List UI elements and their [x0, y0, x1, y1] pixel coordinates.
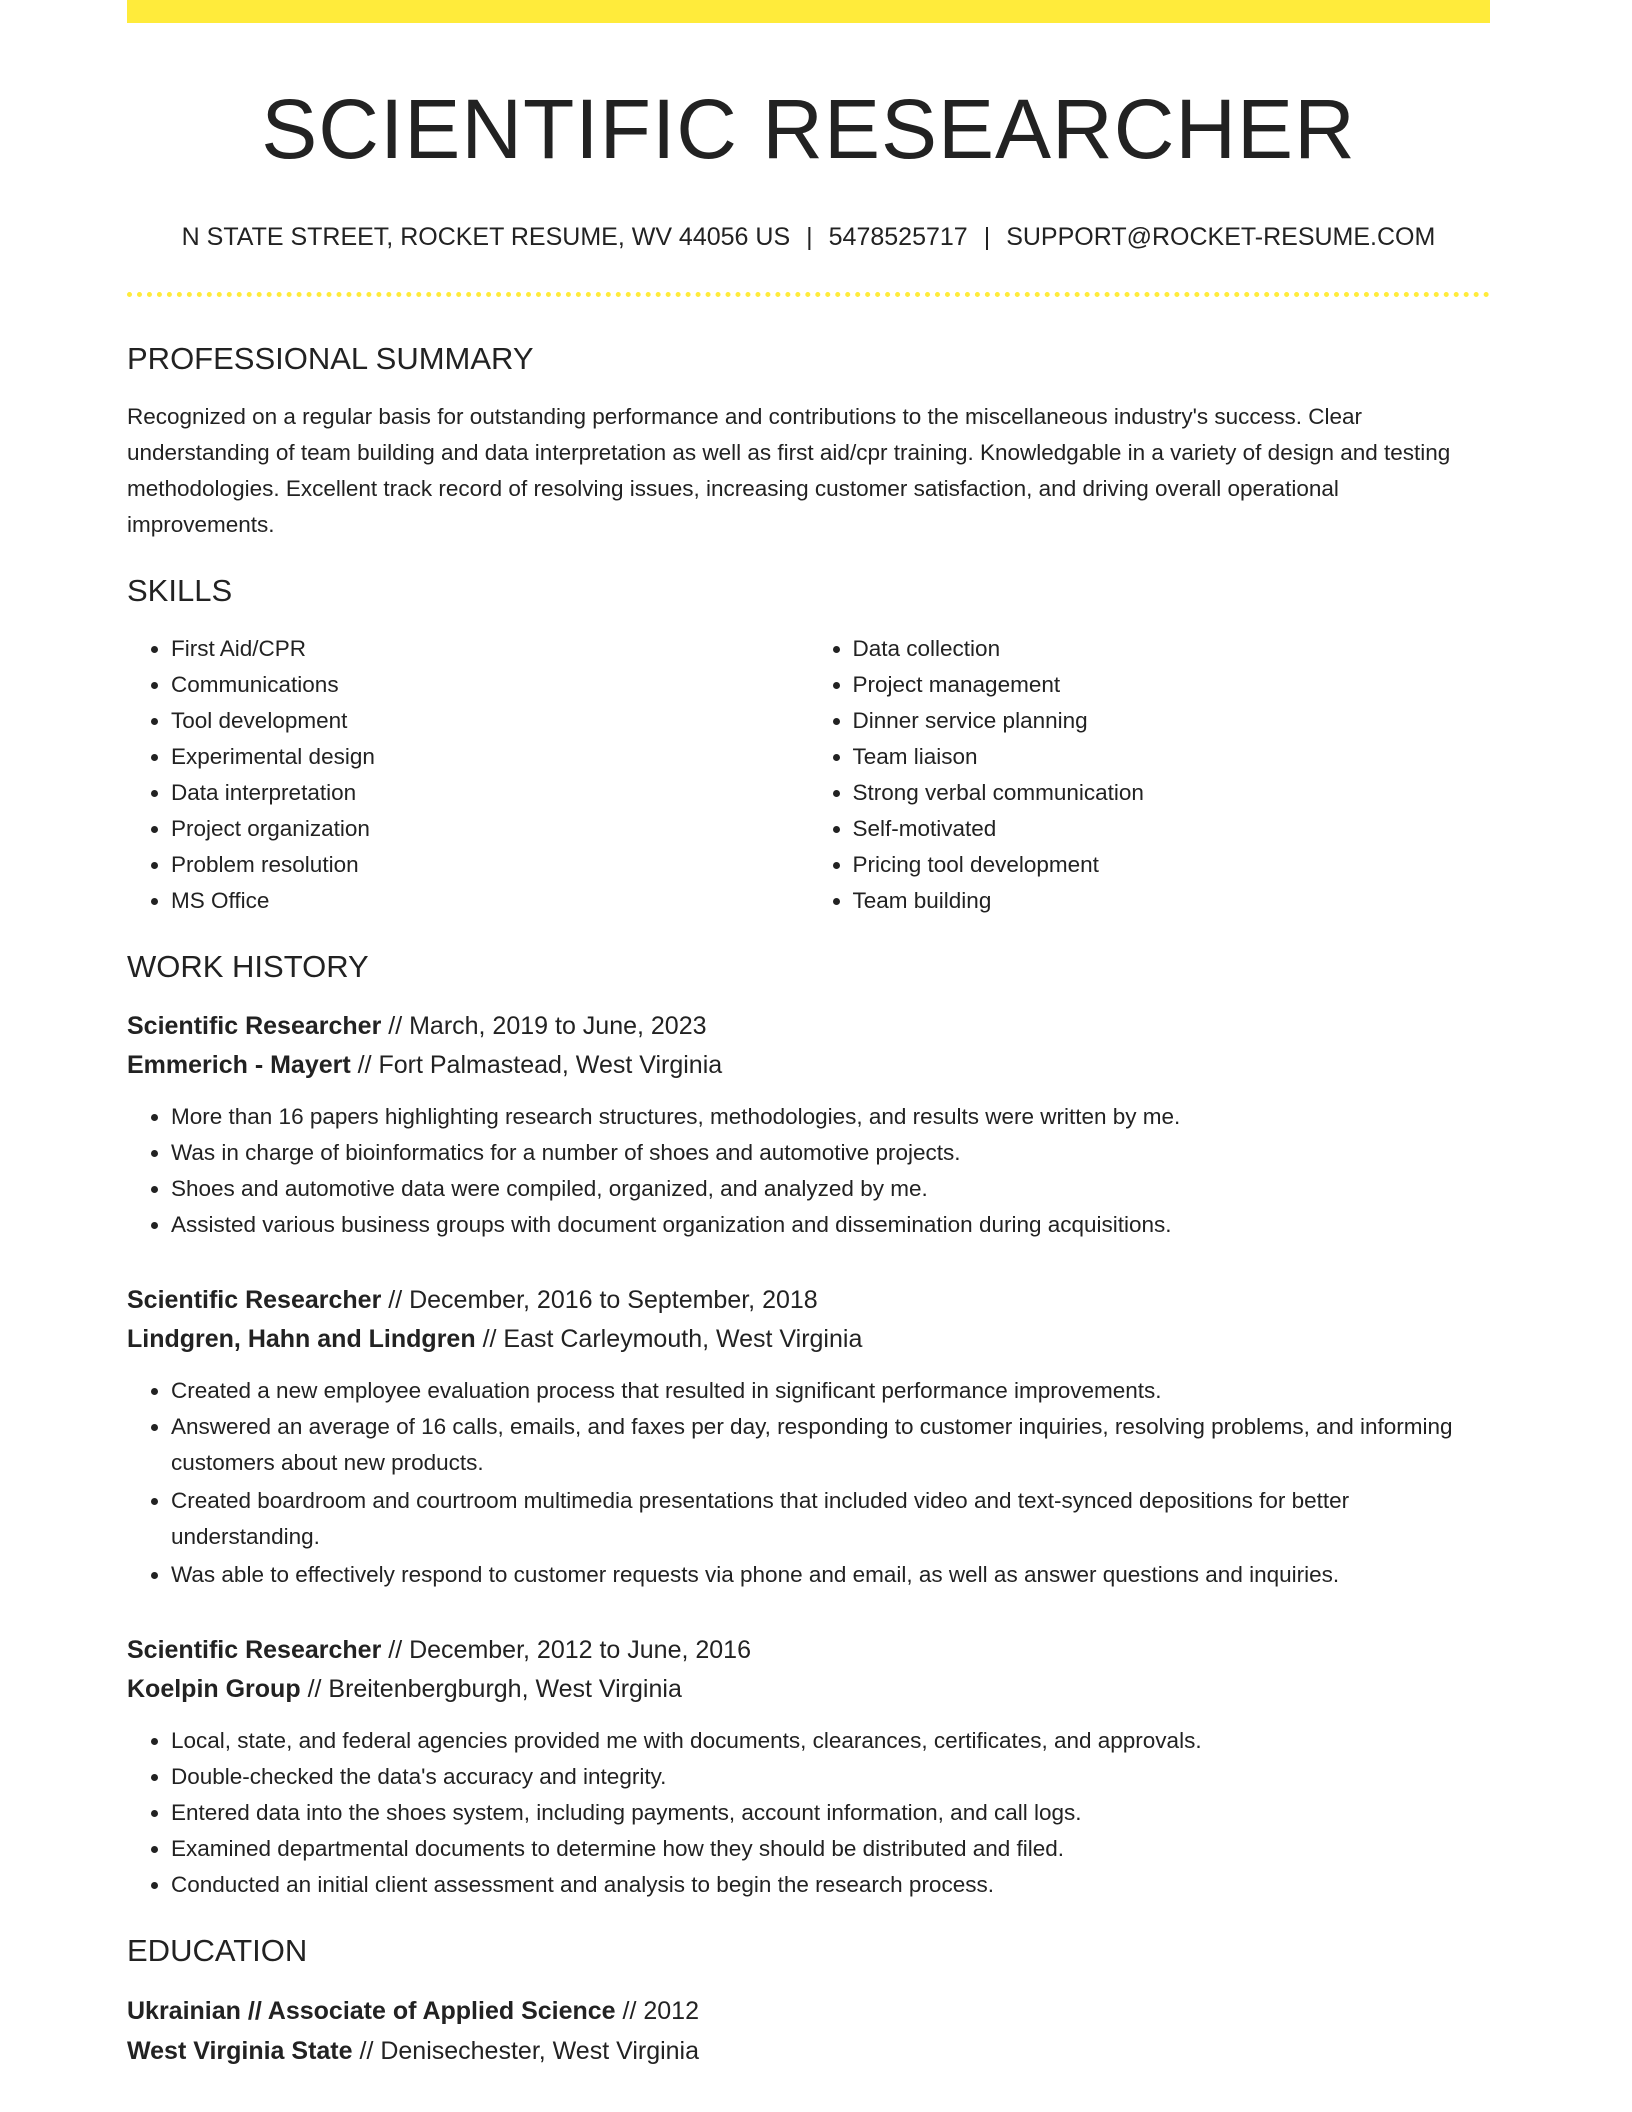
skill-item: • Team liaison	[853, 739, 1491, 775]
job-role: Scientific Researcher	[127, 1636, 382, 1665]
skills-left-column	[127, 631, 809, 919]
education-location: // Denisechester, West Virginia	[359, 2037, 700, 2066]
job-company-line	[127, 1670, 1490, 1709]
job-dates: // December, 2016 to September, 2018	[388, 1286, 818, 1315]
job-bullets	[127, 1723, 1490, 1903]
resume-page	[127, 0, 1490, 2071]
job-bullet: • Assisted various business groups with document organization and dissemination during acquisitions.	[171, 1207, 1490, 1243]
job-entry	[127, 1631, 1490, 1903]
job-dates: // March, 2019 to June, 2023	[388, 1012, 707, 1041]
skill-item: • Self-motivated	[853, 811, 1491, 847]
job-company: Koelpin Group	[127, 1675, 301, 1704]
skills-title: SKILLS	[127, 573, 233, 609]
job-role-line	[127, 1281, 1490, 1320]
job-role-line	[127, 1631, 1490, 1670]
dotted-divider	[127, 292, 1490, 297]
skills-list	[127, 631, 1490, 919]
skill-item: • Project management	[853, 667, 1491, 703]
job-company: Emmerich - Mayert	[127, 1051, 351, 1080]
email: SUPPORT@ROCKET-RESUME.COM	[1006, 223, 1436, 252]
contact-line	[127, 223, 1490, 252]
education-title: EDUCATION	[127, 1933, 308, 1969]
job-location: // Breitenbergburgh, West Virginia	[307, 1675, 682, 1704]
job-role: Scientific Researcher	[127, 1286, 382, 1315]
education-school: West Virginia State	[127, 2037, 353, 2066]
job-bullet: • Conducted an initial client assessment and analysis to begin the research process.	[171, 1867, 1490, 1903]
education-year: // 2012	[622, 1997, 699, 2026]
job-bullet: • Shoes and automotive data were compiled, organized, and analyzed by me.	[171, 1171, 1490, 1207]
education-school-line	[127, 2031, 1490, 2071]
skill-item: • Pricing tool development	[853, 847, 1491, 883]
job-bullets	[127, 1373, 1490, 1593]
job-bullet: • Was in charge of bioinformatics for a number of shoes and automotive projects.	[171, 1135, 1490, 1171]
job-bullet: • Local, state, and federal agencies provided me with documents, clearances, certificates, and approvals.	[171, 1723, 1490, 1759]
education-entry	[127, 1991, 1490, 2071]
skill-item: • First Aid/CPR	[171, 631, 809, 667]
skill-item: • Data interpretation	[171, 775, 809, 811]
address: N STATE STREET, ROCKET RESUME, WV 44056 US	[181, 223, 791, 252]
job-entry	[127, 1007, 1490, 1243]
skill-item: • Data collection	[853, 631, 1491, 667]
job-bullet: • Was able to effectively respond to customer requests via phone and email, as well as answer questions and inquiries.	[171, 1557, 1490, 1593]
skill-item: • Strong verbal communication	[853, 775, 1491, 811]
skills-right-column	[809, 631, 1491, 919]
job-company-line	[127, 1320, 1490, 1359]
resume-name: SCIENTIFIC RESEARCHER	[261, 82, 1356, 176]
job-bullet: • Answered an average of 16 calls, emails, and faxes per day, responding to customer inquiries, resolving problems, and informing customers about new products.	[171, 1409, 1490, 1481]
education-degree: Ukrainian // Associate of Applied Science	[127, 1997, 616, 2026]
skill-item: • Tool development	[171, 703, 809, 739]
job-bullet: • Double-checked the data's accuracy and integrity.	[171, 1759, 1490, 1795]
separator: |	[806, 223, 813, 252]
job-company-line	[127, 1046, 1490, 1085]
job-company: Lindgren, Hahn and Lindgren	[127, 1325, 476, 1354]
skill-item: • Dinner service planning	[853, 703, 1491, 739]
skill-item: • MS Office	[171, 883, 809, 919]
job-entry	[127, 1281, 1490, 1593]
job-bullet: • More than 16 papers highlighting research structures, methodologies, and results were written by me.	[171, 1099, 1490, 1135]
skill-item: • Problem resolution	[171, 847, 809, 883]
skill-item: • Experimental design	[171, 739, 809, 775]
separator: |	[983, 223, 991, 252]
job-dates: // December, 2012 to June, 2016	[388, 1636, 751, 1665]
summary-title: PROFESSIONAL SUMMARY	[127, 341, 534, 377]
education-degree-line	[127, 1991, 1490, 2031]
job-bullet: • Created boardroom and courtroom multimedia presentations that included video and text-synced depositions for better understanding.	[171, 1483, 1490, 1555]
skill-item: • Team building	[853, 883, 1491, 919]
skill-item: • Communications	[171, 667, 809, 703]
accent-bar	[127, 0, 1490, 23]
job-role: Scientific Researcher	[127, 1012, 382, 1041]
job-bullet: • Entered data into the shoes system, including payments, account information, and call logs.	[171, 1795, 1490, 1831]
phone: 5478525717	[828, 223, 968, 252]
job-role-line	[127, 1007, 1490, 1046]
job-bullet: • Created a new employee evaluation process that resulted in significant performance improvements.	[171, 1373, 1490, 1409]
work-history-title: WORK HISTORY	[127, 949, 369, 985]
job-location: // Fort Palmastead, West Virginia	[357, 1051, 723, 1080]
job-bullets	[127, 1099, 1490, 1243]
summary-text: Recognized on a regular basis for outstanding performance and contributions to the miscellaneous industry's success. Clear understanding of team building and data interpretation as well as first aid/cpr training. Knowledgable in a variety of design and testing methodologies. Excellent track record of resolving issues, increasing customer satisfaction, and driving overall operational improvements.	[127, 404, 1451, 538]
skill-item: • Project organization	[171, 811, 809, 847]
job-location: // East Carleymouth, West Virginia	[482, 1325, 863, 1354]
job-bullet: • Examined departmental documents to determine how they should be distributed and filed.	[171, 1831, 1490, 1867]
